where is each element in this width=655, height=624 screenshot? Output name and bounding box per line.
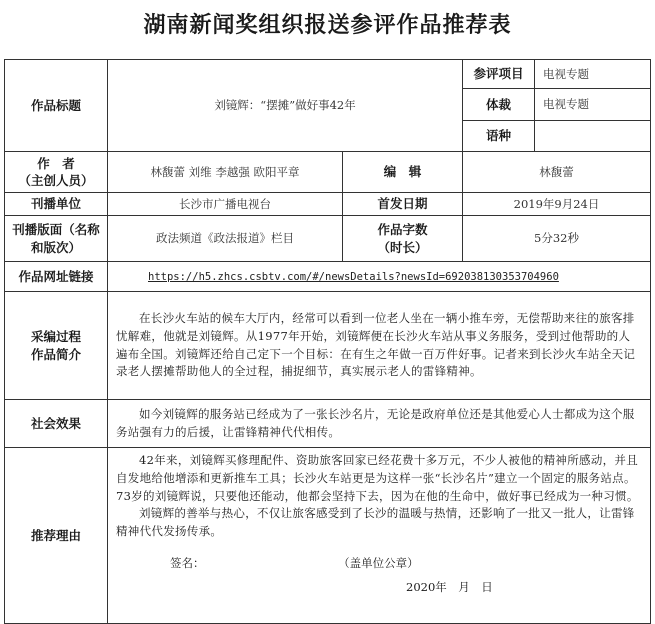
editor-label: 编 辑 <box>343 152 463 193</box>
category-value: 电视专题 <box>535 60 651 89</box>
effect-text: 如今刘镜辉的服务站已经成为了一张长沙名片，无论是政府单位还是其他爱心人士都成为这个服务站强有力的后援，让雷锋精神代代相传。 <box>116 406 635 439</box>
page-label-main: 刊播版面（名称 <box>12 222 100 237</box>
process-label <box>5 292 108 400</box>
reason-paragraph-2: 刘镜辉的善举与热心，不仅让旅客感受到了长沙的温暖与热情，还影响了一批又一批人，让雷锋精神代代发扬传承。 <box>116 506 635 539</box>
genre-value: 电视专题 <box>535 89 651 121</box>
author-label <box>5 152 108 193</box>
page-label <box>5 216 108 262</box>
wordcount-label-main: 作品字数 <box>377 222 428 237</box>
url-label: 作品网址链接 <box>5 262 108 292</box>
first-date-label: 首发日期 <box>343 193 463 216</box>
publisher-value: 长沙市广播电视台 <box>108 193 343 216</box>
page-value: 政法频道《政法报道》栏目 <box>108 216 343 262</box>
language-label: 语种 <box>463 121 535 152</box>
url-cell <box>108 262 651 292</box>
page-label-sub: 和版次） <box>30 239 81 255</box>
document-title: 湖南新闻奖组织报送参评作品推荐表 <box>143 13 512 38</box>
recommendation-form <box>4 59 651 624</box>
sign-date: 2020年 月 日 <box>406 580 493 595</box>
effect-cell <box>108 400 651 448</box>
genre-label: 体裁 <box>463 89 535 121</box>
reason-label: 推荐理由 <box>5 448 108 624</box>
work-title-label: 作品标题 <box>5 60 108 152</box>
category-label: 参评项目 <box>463 60 535 89</box>
language-value <box>535 121 651 152</box>
effect-label: 社会效果 <box>5 400 108 448</box>
process-label-main: 采编过程 <box>30 329 81 344</box>
authors-value: 林馥蕾 刘维 李越强 欧阳平章 <box>108 152 343 193</box>
publisher-label: 刊播单位 <box>5 193 108 216</box>
author-label-sub: （主创人员） <box>18 173 94 188</box>
process-cell <box>108 292 651 400</box>
wordcount-label-sub: （时长） <box>377 239 428 255</box>
editor-value: 林馥蕾 <box>463 152 651 193</box>
work-url-link[interactable]: https://h5.zhcs.csbtv.com/#/newsDetails?newsId=6920381303537049​60 <box>148 271 559 284</box>
signature-line <box>116 555 642 571</box>
process-label-sub: 作品简介 <box>30 346 81 362</box>
sign-label: 签名： <box>170 556 205 571</box>
work-title-value: 刘镜辉：“摆摊”做好事42年 <box>108 60 463 152</box>
reason-paragraph-1: 42年来，刘镜辉买修理配件、资助旅客回家已经花费十多万元，不少人被他的精神所感动，并且自发地给他增添和更新推车工具；长沙火车站更是为这样一张“长沙名片”建立一个固定的服务站点。73岁的刘镜辉说，只要他还能动，他都会坚持下去，因为在他的生命中，做好事已经成为一种习惯。 <box>116 453 639 503</box>
duration-value: 5分32秒 <box>463 216 651 262</box>
reason-cell <box>108 448 651 624</box>
author-label-main: 作 者 <box>37 155 75 171</box>
process-text: 在长沙火车站的候车大厅内，经常可以看到一位老人坐在一辆小推车旁，无偿帮助来往的旅客排忧解难，他就是刘镜辉。从1977年开始，刘镜辉便在长沙火车站从事义务服务，受到过他帮助的人遍布全国。刘镜辉还给自己定下一个目标：在有生之年做一百万件好事。记者来到长沙火车站全天记录老人摆摊帮助他人的全过程，捕捉细节，真实展示老人的雷锋精神。 <box>116 310 636 379</box>
wordcount-label <box>343 216 463 262</box>
first-date-value: 2019年9月24日 <box>463 193 651 216</box>
stamp-label: （盖单位公章） <box>338 556 419 571</box>
